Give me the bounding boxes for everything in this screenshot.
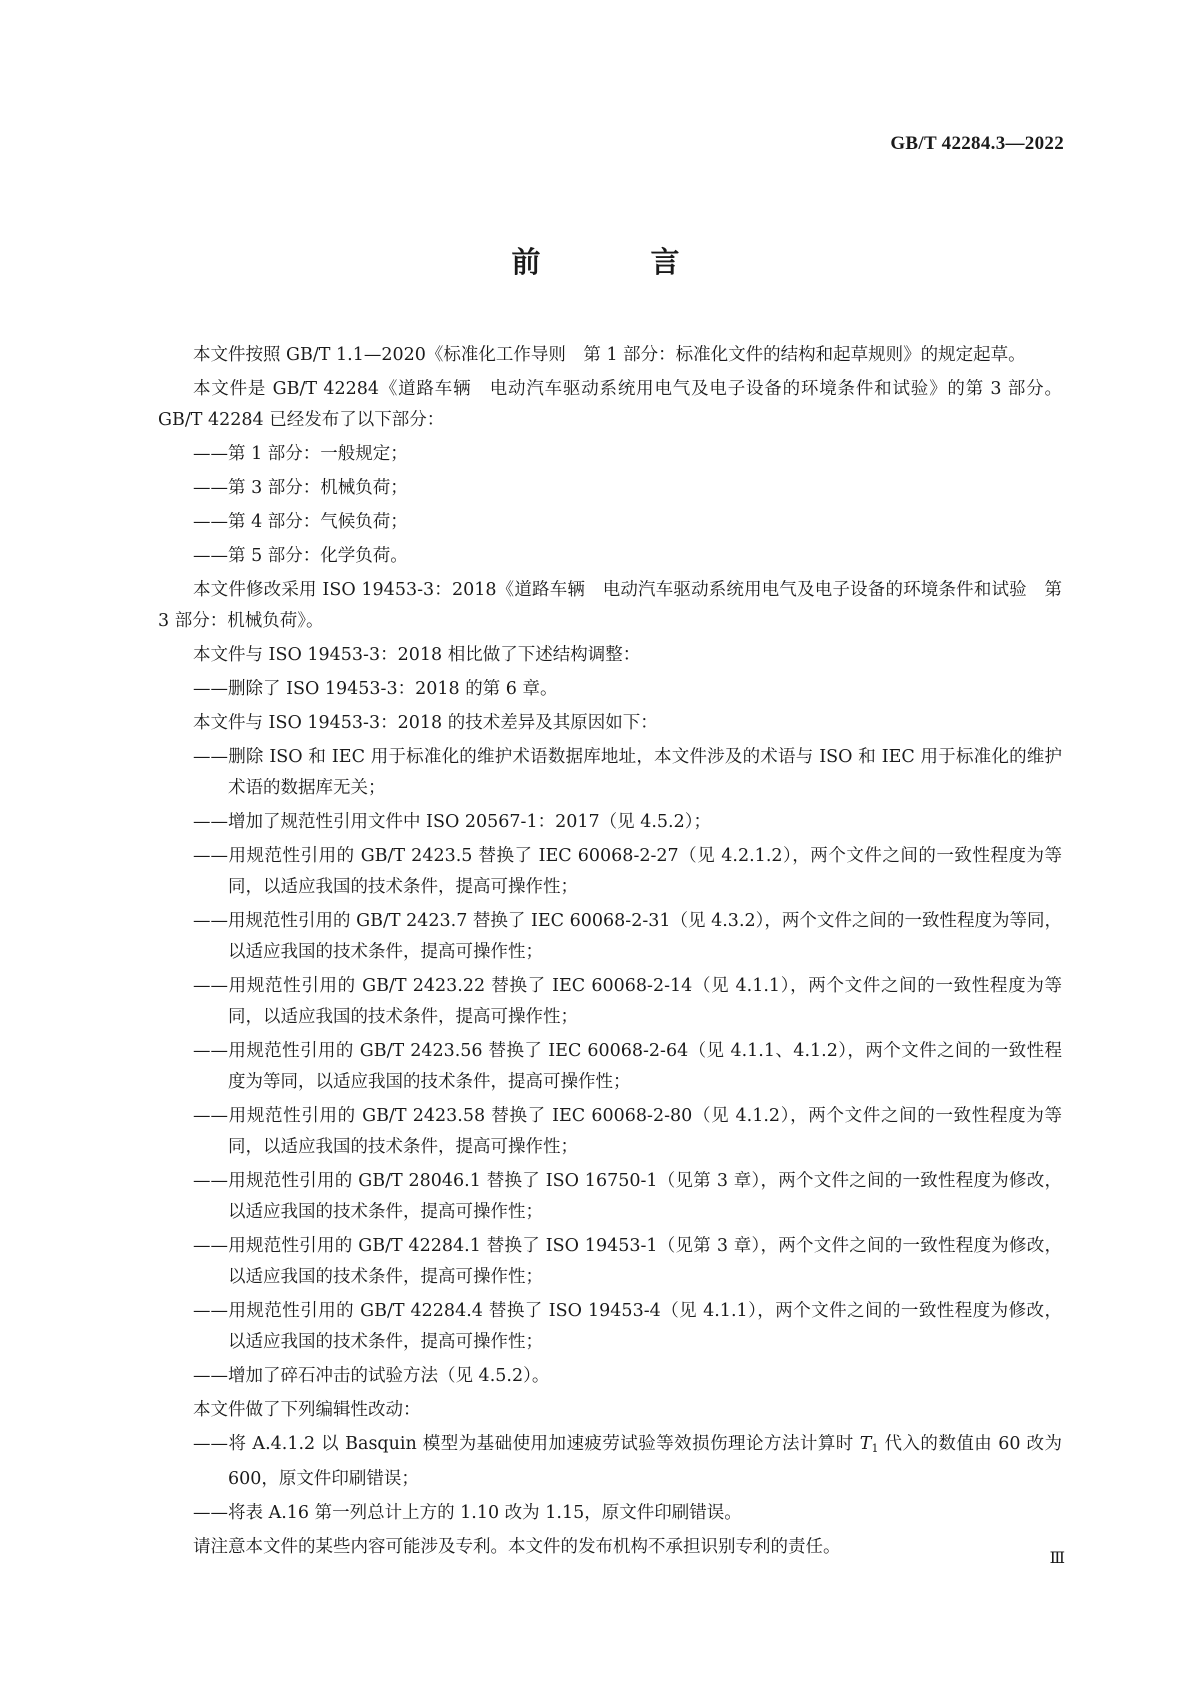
list-item: ——第 5 部分：化学负荷。 — [193, 546, 408, 566]
list-item: ——第 1 部分：一般规定； — [193, 444, 408, 464]
list-item: ——第 4 部分：气候负荷； — [193, 512, 408, 532]
standard-code: GB/T 42284.3—2022 — [890, 133, 1064, 154]
t1-variable: T — [859, 1434, 872, 1454]
t1-text-after: 代入的数值由 60 改为 600，原文件印刷错误； — [228, 1434, 1062, 1489]
tail-paragraph-list — [158, 1498, 1062, 1563]
paragraph: 本文件与 ISO 19453-3：2018 的技术差异及其原因如下： — [193, 713, 658, 733]
page-number: Ⅲ — [1049, 1548, 1065, 1567]
paragraph: 请注意本文件的某些内容可能涉及专利。本文件的发布机构不承担识别专利的责任。 — [193, 1537, 841, 1557]
list-item: ——用规范性引用的 GB/T 42284.4 替换了 ISO 19453-4（见 4.1.1），两个文件之间的一致性程度为修改，以适应我国的技术条件，提高可操作性； — [193, 1301, 1062, 1352]
list-item: ——用规范性引用的 GB/T 2423.5 替换了 IEC 60068-2-27（见 4.2.1.2），两个文件之间的一致性程度为等同，以适应我国的技术条件，提高可操作性； — [193, 846, 1062, 897]
paragraph: 本文件是 GB/T 42284《道路车辆 电动汽车驱动系统用电气及电子设备的环境条件和试验》的第 3 部分。GB/T 42284 已经发布了以下部分： — [158, 379, 1062, 430]
paragraph-list — [158, 340, 1062, 1426]
document-body — [158, 340, 1062, 1566]
list-item: ——增加了规范性引用文件中 ISO 20567-1：2017（见 4.5.2）； — [193, 812, 711, 832]
list-item: ——增加了碎石冲击的试验方法（见 4.5.2）。 — [193, 1366, 550, 1386]
list-item: ——用规范性引用的 GB/T 42284.1 替换了 ISO 19453-1（见第 3 章），两个文件之间的一致性程度为修改，以适应我国的技术条件，提高可操作性； — [193, 1236, 1062, 1287]
list-item: ——用规范性引用的 GB/T 28046.1 替换了 ISO 16750-1（见第 3 章），两个文件之间的一致性程度为修改，以适应我国的技术条件，提高可操作性； — [193, 1171, 1062, 1222]
t1-subscript: 1 — [871, 1442, 879, 1455]
paragraph: 本文件按照 GB/T 1.1—2020《标准化工作导则 第 1 部分：标准化文件的结构和起草规则》的规定起草。 — [193, 345, 1026, 365]
paragraph: 本文件修改采用 ISO 19453-3：2018《道路车辆 电动汽车驱动系统用电气及电子设备的环境条件和试验 第 3 部分：机械负荷》。 — [158, 580, 1062, 631]
list-item: ——用规范性引用的 GB/T 2423.7 替换了 IEC 60068-2-31（见 4.3.2），两个文件之间的一致性程度为等同，以适应我国的技术条件，提高可操作性； — [193, 911, 1062, 962]
paragraph: 本文件做了下列编辑性改动： — [193, 1400, 421, 1420]
page-title: 前 言 — [511, 245, 730, 279]
t1-text-before: ——将 A.4.1.2 以 Basquin 模型为基础使用加速疲劳试验等效损伤理论方法计算时 — [193, 1434, 860, 1454]
list-item: ——用规范性引用的 GB/T 2423.58 替换了 IEC 60068-2-80（见 4.1.2），两个文件之间的一致性程度为等同，以适应我国的技术条件，提高可操作性； — [193, 1106, 1062, 1157]
list-item: ——用规范性引用的 GB/T 2423.56 替换了 IEC 60068-2-64（见 4.1.1、4.1.2），两个文件之间的一致性程度为等同，以适应我国的技术条件，提高可操作性； — [193, 1041, 1062, 1092]
paragraph: 本文件与 ISO 19453-3：2018 相比做了下述结构调整： — [193, 645, 641, 665]
list-item-t1 — [158, 1429, 1062, 1495]
list-item: ——第 3 部分：机械负荷； — [193, 478, 408, 498]
list-item: ——删除 ISO 和 IEC 用于标准化的维护术语数据库地址，本文件涉及的术语与 ISO 和 IEC 用于标准化的维护术语的数据库无关； — [193, 747, 1062, 798]
list-item: ——用规范性引用的 GB/T 2423.22 替换了 IEC 60068-2-14（见 4.1.1），两个文件之间的一致性程度为等同，以适应我国的技术条件，提高可操作性； — [193, 976, 1062, 1027]
list-item: ——删除了 ISO 19453-3：2018 的第 6 章。 — [193, 679, 558, 699]
list-item: ——将表 A.16 第一列总计上方的 1.10 改为 1.15，原文件印刷错误。 — [193, 1503, 742, 1523]
